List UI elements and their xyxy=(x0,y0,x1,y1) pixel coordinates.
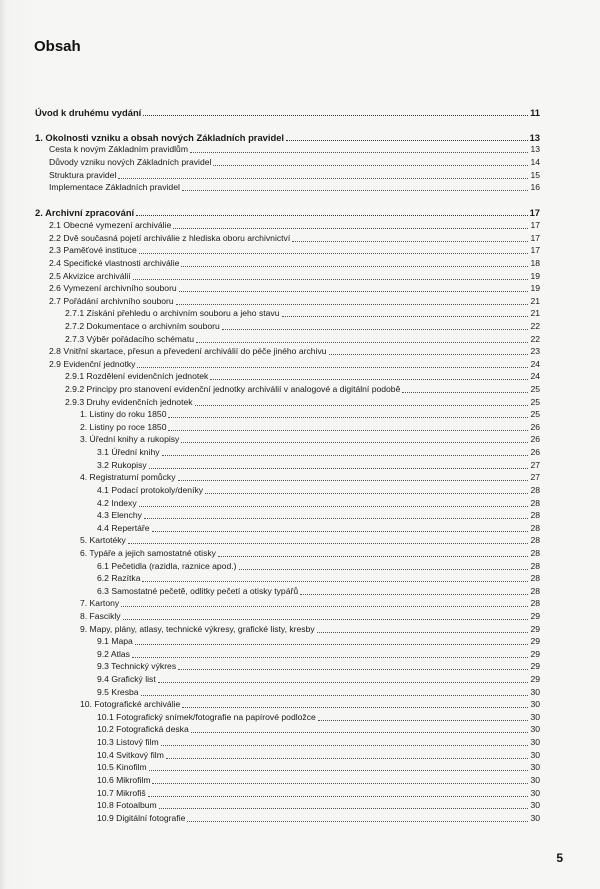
toc-entry-page: 28 xyxy=(530,585,540,596)
toc-entry[interactable] xyxy=(35,458,540,471)
toc-entry-page: 28 xyxy=(530,547,540,558)
toc-leader-dots xyxy=(152,782,528,784)
toc-entry[interactable] xyxy=(35,483,540,496)
toc-entry-title: 5. Kartotéky xyxy=(80,535,126,546)
toc-entry-title: 3.2 Rukopisy xyxy=(97,459,147,470)
toc-entry-title: 9.2 Atlas xyxy=(97,648,130,659)
toc-leader-dots xyxy=(181,265,528,267)
toc-leader-dots xyxy=(173,227,528,229)
toc-leader-dots xyxy=(162,454,529,456)
toc-entry[interactable] xyxy=(35,231,540,244)
toc-leader-dots xyxy=(149,769,529,771)
toc-entry-page: 13 xyxy=(529,131,540,143)
toc-entry-page: 30 xyxy=(530,711,540,722)
toc-leader-dots xyxy=(118,177,528,179)
toc-entry-page: 26 xyxy=(530,421,540,432)
toc-entry-page: 18 xyxy=(530,257,540,268)
toc-entry[interactable] xyxy=(35,345,540,358)
toc-entry-page: 27 xyxy=(530,459,540,470)
toc-entry-title: 3. Úřední knihy a rukopisy xyxy=(80,434,180,445)
toc-entry[interactable] xyxy=(35,307,540,320)
toc-entry[interactable] xyxy=(35,408,540,421)
toc-entry-page: 29 xyxy=(530,636,540,647)
toc-entry-title: 10.7 Mikrofiš xyxy=(97,787,146,798)
toc-leader-dots xyxy=(159,807,529,809)
toc-leader-dots xyxy=(210,378,528,380)
toc-entry-title: 2.1 Obecné vymezení archiválie xyxy=(49,220,172,231)
toc-entry[interactable] xyxy=(35,168,540,181)
toc-entry-page: 29 xyxy=(530,610,540,621)
toc-entry-page: 25 xyxy=(530,384,540,395)
toc-entry-page: 19 xyxy=(530,283,540,294)
toc-entry-page: 15 xyxy=(530,169,540,180)
toc-entry-title: 2.9.2 Principy pro stanovení evidenční jednotky archiválií v analogové a digitální podobě xyxy=(65,384,401,395)
toc-entry-title: Úvod k druhému vydání xyxy=(35,106,142,118)
toc-leader-dots xyxy=(123,618,529,620)
toc-entry[interactable] xyxy=(35,597,540,610)
toc-leader-dots xyxy=(182,706,528,708)
toc-leader-dots xyxy=(149,467,529,469)
toc-entry[interactable] xyxy=(35,773,540,786)
toc-entry-page: 29 xyxy=(530,674,540,685)
toc-leader-dots xyxy=(148,795,529,797)
toc-leader-dots xyxy=(135,643,529,645)
toc-leader-dots xyxy=(329,353,529,355)
toc-entry[interactable] xyxy=(35,445,540,458)
toc-entry-title: 9. Mapy, plány, atlasy, technické výkresy, grafické listy, kresby xyxy=(80,623,315,634)
toc-entry-page: 30 xyxy=(530,787,540,798)
toc-chapter-entry[interactable] xyxy=(35,206,540,219)
toc-entry-title: 4.2 Indexy xyxy=(97,497,137,508)
toc-entry[interactable] xyxy=(35,370,540,383)
toc-entry-title: 2.8 Vnitřní skartace, přesun a převedení archiválií do péče jiného archivu xyxy=(49,346,327,357)
toc-entry-page: 28 xyxy=(530,560,540,571)
toc-entry-page: 28 xyxy=(530,510,540,521)
toc-entry-title: 6.3 Samostatné pečetě, odlitky pečetí a otisky typářů xyxy=(97,585,299,596)
toc-leader-dots xyxy=(187,820,528,822)
toc-entry-page: 27 xyxy=(530,472,540,483)
toc-entry-title: 2.7 Pořádání archivního souboru xyxy=(49,295,174,306)
toc-entry-page: 28 xyxy=(530,535,540,546)
toc-entry[interactable] xyxy=(35,244,540,257)
toc-entry-title: 2.6 Vymezení archivního souboru xyxy=(49,283,177,294)
toc-entry-title: 10.4 Svitkový film xyxy=(97,749,164,760)
toc-entry[interactable] xyxy=(35,181,540,194)
toc-entry[interactable] xyxy=(35,509,540,522)
toc-entry[interactable] xyxy=(35,799,540,812)
toc-leader-dots xyxy=(178,668,528,670)
toc-chapter-entry[interactable] xyxy=(35,130,540,143)
toc-entry-title: 9.4 Grafický list xyxy=(97,674,156,685)
toc-leader-dots xyxy=(161,744,529,746)
toc-entry-page: 25 xyxy=(530,409,540,420)
toc-entry-page: 17 xyxy=(530,245,540,256)
toc-entry-page: 29 xyxy=(530,623,540,634)
toc-entry-title: Důvody vzniku nových Základních pravidel xyxy=(49,157,212,168)
toc-gap xyxy=(35,118,540,131)
toc-entry[interactable] xyxy=(35,786,540,799)
toc-entry[interactable] xyxy=(35,332,540,345)
toc-entry-title: 9.3 Technický výkres xyxy=(97,661,177,672)
toc-entry-page: 30 xyxy=(530,737,540,748)
toc-entry-title: 4.3 Elenchy xyxy=(97,510,142,521)
toc-entry[interactable] xyxy=(35,521,540,534)
toc-entry-title: 1. Listiny do roku 1850 xyxy=(80,409,167,420)
toc-leader-dots xyxy=(318,719,529,721)
toc-leader-dots xyxy=(205,492,528,494)
toc-leader-dots xyxy=(178,479,529,481)
toc-leader-dots xyxy=(196,341,528,343)
toc-entry[interactable] xyxy=(35,395,540,408)
toc-entry-page: 24 xyxy=(530,371,540,382)
toc-entry[interactable] xyxy=(35,647,540,660)
toc-chapter-entry[interactable] xyxy=(35,105,540,118)
toc-leader-dots xyxy=(181,441,528,443)
toc-entry-title: 6.2 Razítka xyxy=(97,573,141,584)
toc-leader-dots xyxy=(213,164,528,166)
toc-entry[interactable] xyxy=(35,609,540,622)
toc-entry-page: 30 xyxy=(530,699,540,710)
toc-leader-dots xyxy=(136,214,527,216)
toc-entry-title: 9.1 Mapa xyxy=(97,636,133,647)
toc-entry[interactable] xyxy=(35,761,540,774)
toc-leader-dots xyxy=(158,681,529,683)
toc-leader-dots xyxy=(137,366,528,368)
toc-entry-title: 4.4 Repertáře xyxy=(97,522,150,533)
toc-entry[interactable] xyxy=(35,672,540,685)
toc-gap xyxy=(35,193,540,206)
toc-entry-page: 28 xyxy=(530,484,540,495)
toc-entry[interactable] xyxy=(35,420,540,433)
toc-entry-page: 22 xyxy=(530,333,540,344)
toc-entry[interactable] xyxy=(35,496,540,509)
toc-entry-page: 25 xyxy=(530,396,540,407)
toc-entry[interactable] xyxy=(35,357,540,370)
toc-leader-dots xyxy=(191,731,529,733)
toc-entry-title: 10.8 Fotoalbum xyxy=(97,800,157,811)
toc-entry-page: 21 xyxy=(530,295,540,306)
toc-entry[interactable] xyxy=(35,735,540,748)
toc-leader-dots xyxy=(132,656,528,658)
toc-leader-dots xyxy=(195,404,529,406)
toc-leader-dots xyxy=(142,580,528,582)
toc-entry[interactable] xyxy=(35,698,540,711)
toc-leader-dots xyxy=(239,568,529,570)
toc-entry-title: 2.7.3 Výběr pořádacího schématu xyxy=(65,333,194,344)
toc-leader-dots xyxy=(168,429,528,431)
toc-leader-dots xyxy=(176,303,529,305)
toc-entry-page: 14 xyxy=(530,157,540,168)
toc-entry-title: 2.9 Evidenční jednotky xyxy=(49,358,136,369)
toc-entry-page: 17 xyxy=(530,232,540,243)
page-title: Obsah xyxy=(34,38,81,55)
toc-entry-title: 7. Kartony xyxy=(80,598,120,609)
toc-entry[interactable] xyxy=(35,269,540,282)
toc-leader-dots xyxy=(139,505,529,507)
toc-entry[interactable] xyxy=(35,685,540,698)
toc-entry-title: 2.2 Dvě současná pojetí archiválie z hlediska oboru archivnictví xyxy=(49,232,291,243)
toc-leader-dots xyxy=(128,542,529,544)
toc-entry-title: 2.9.3 Druhy evidenčních jednotek xyxy=(65,396,193,407)
toc-entry-title: 10. Fotografické archiválie xyxy=(80,699,181,710)
toc-entry[interactable] xyxy=(35,534,540,547)
toc-leader-dots xyxy=(168,416,528,418)
toc-entry-title: 2.3 Paměťové instituce xyxy=(49,245,137,256)
toc-entry-page: 28 xyxy=(530,522,540,533)
toc-entry-page: 16 xyxy=(530,182,540,193)
toc-leader-dots xyxy=(190,151,528,153)
toc-leader-dots xyxy=(222,328,529,330)
toc-entry-title: 2.9.1 Rozdělení evidenčních jednotek xyxy=(65,371,209,382)
toc-entry-page: 30 xyxy=(530,749,540,760)
toc-entry-page: 24 xyxy=(530,358,540,369)
toc-entry-title: 2. Listiny po roce 1850 xyxy=(80,421,167,432)
toc-leader-dots xyxy=(141,694,529,696)
toc-entry[interactable] xyxy=(35,635,540,648)
toc-entry-title: 2. Archivní zpracování xyxy=(35,207,135,219)
toc-entry-page: 22 xyxy=(530,320,540,331)
toc-entry-page: 30 xyxy=(530,724,540,735)
toc-entry-page: 11 xyxy=(530,106,540,118)
table-of-contents xyxy=(35,105,540,824)
toc-leader-dots xyxy=(292,240,528,242)
toc-entry[interactable] xyxy=(35,710,540,723)
toc-leader-dots xyxy=(121,605,528,607)
toc-entry-page: 28 xyxy=(530,598,540,609)
toc-entry[interactable] xyxy=(35,748,540,761)
toc-entry-page: 30 xyxy=(530,774,540,785)
toc-entry-page: 13 xyxy=(530,144,540,155)
toc-entry[interactable] xyxy=(35,471,540,484)
toc-entry-page: 26 xyxy=(530,447,540,458)
toc-entry[interactable] xyxy=(35,282,540,295)
toc-entry-title: 4.1 Podací protokoly/deníky xyxy=(97,484,204,495)
toc-entry-title: 2.7.2 Dokumentace o archivním souboru xyxy=(65,320,220,331)
toc-leader-dots xyxy=(182,189,529,191)
toc-entry[interactable] xyxy=(35,660,540,673)
toc-leader-dots xyxy=(139,252,529,254)
toc-entry-title: 10.3 Listový film xyxy=(97,737,159,748)
toc-entry[interactable] xyxy=(35,559,540,572)
toc-entry[interactable] xyxy=(35,811,540,824)
toc-entry-title: 6. Typáře a jejich samostatné otisky xyxy=(80,547,216,558)
toc-entry-title: Implementace Základních pravidel xyxy=(49,182,180,193)
toc-leader-dots xyxy=(144,517,529,519)
toc-entry-page: 29 xyxy=(530,648,540,659)
toc-leader-dots xyxy=(317,631,529,633)
toc-leader-dots xyxy=(300,593,528,595)
toc-entry-page: 19 xyxy=(530,270,540,281)
toc-entry[interactable] xyxy=(35,294,540,307)
toc-entry-title: 6.1 Pečetidla (razidla, raznice apod.) xyxy=(97,560,237,571)
toc-leader-dots xyxy=(218,555,528,557)
toc-entry[interactable] xyxy=(35,433,540,446)
toc-entry-title: Cesta k novým Základním pravidlům xyxy=(49,144,188,155)
toc-entry[interactable] xyxy=(35,572,540,585)
toc-entry-page: 28 xyxy=(530,497,540,508)
toc-entry-title: 2.5 Akvizice archiválií xyxy=(49,270,131,281)
toc-entry-title: 1. Okolnosti vzniku a obsah nových Základních pravidel xyxy=(35,131,285,143)
page-number: 5 xyxy=(556,851,563,865)
toc-entry[interactable] xyxy=(35,584,540,597)
toc-entry[interactable] xyxy=(35,143,540,156)
toc-leader-dots xyxy=(152,530,529,532)
toc-entry-page: 30 xyxy=(530,762,540,773)
toc-entry-page: 21 xyxy=(530,308,540,319)
toc-entry-title: 8. Fascikly xyxy=(80,610,121,621)
toc-leader-dots xyxy=(166,757,529,759)
toc-entry-page: 23 xyxy=(530,346,540,357)
toc-entry-page: 30 xyxy=(530,812,540,823)
toc-entry[interactable] xyxy=(35,218,540,231)
toc-leader-dots xyxy=(286,139,528,141)
toc-entry[interactable] xyxy=(35,382,540,395)
toc-entry-page: 17 xyxy=(529,207,540,219)
toc-entry-title: 10.1 Fotografický snímek/fotografie na papírové podložce xyxy=(97,711,316,722)
toc-entry-title: 2.4 Specifické vlastnosti archiválie xyxy=(49,257,180,268)
toc-entry[interactable] xyxy=(35,256,540,269)
toc-leader-dots xyxy=(179,290,529,292)
toc-entry-title: 3.1 Úřední knihy xyxy=(97,447,160,458)
toc-entry-page: 30 xyxy=(530,800,540,811)
toc-entry[interactable] xyxy=(35,155,540,168)
toc-entry-title: 9.5 Kresba xyxy=(97,686,139,697)
toc-entry-title: 10.2 Fotografická deska xyxy=(97,724,189,735)
toc-entry[interactable] xyxy=(35,319,540,332)
toc-entry-page: 29 xyxy=(530,661,540,672)
toc-entry-title: 4. Registraturní pomůcky xyxy=(80,472,176,483)
toc-entry-title: 10.9 Digitální fotografie xyxy=(97,812,186,823)
toc-entry-page: 17 xyxy=(530,220,540,231)
toc-entry-title: Struktura pravidel xyxy=(49,169,117,180)
toc-leader-dots xyxy=(133,278,529,280)
toc-entry[interactable] xyxy=(35,546,540,559)
toc-leader-dots xyxy=(282,315,529,317)
toc-entry-title: 2.7.1 Získání přehledu o archivním souboru a jeho stavu xyxy=(65,308,280,319)
toc-entry-page: 26 xyxy=(530,434,540,445)
toc-leader-dots xyxy=(402,391,528,393)
toc-entry-title: 10.6 Mikrofilm xyxy=(97,774,151,785)
toc-entry-page: 28 xyxy=(530,573,540,584)
toc-entry-title: 10.5 Kinofilm xyxy=(97,762,147,773)
toc-entry-page: 30 xyxy=(530,686,540,697)
toc-entry[interactable] xyxy=(35,723,540,736)
toc-entry[interactable] xyxy=(35,622,540,635)
toc-leader-dots xyxy=(143,114,528,116)
